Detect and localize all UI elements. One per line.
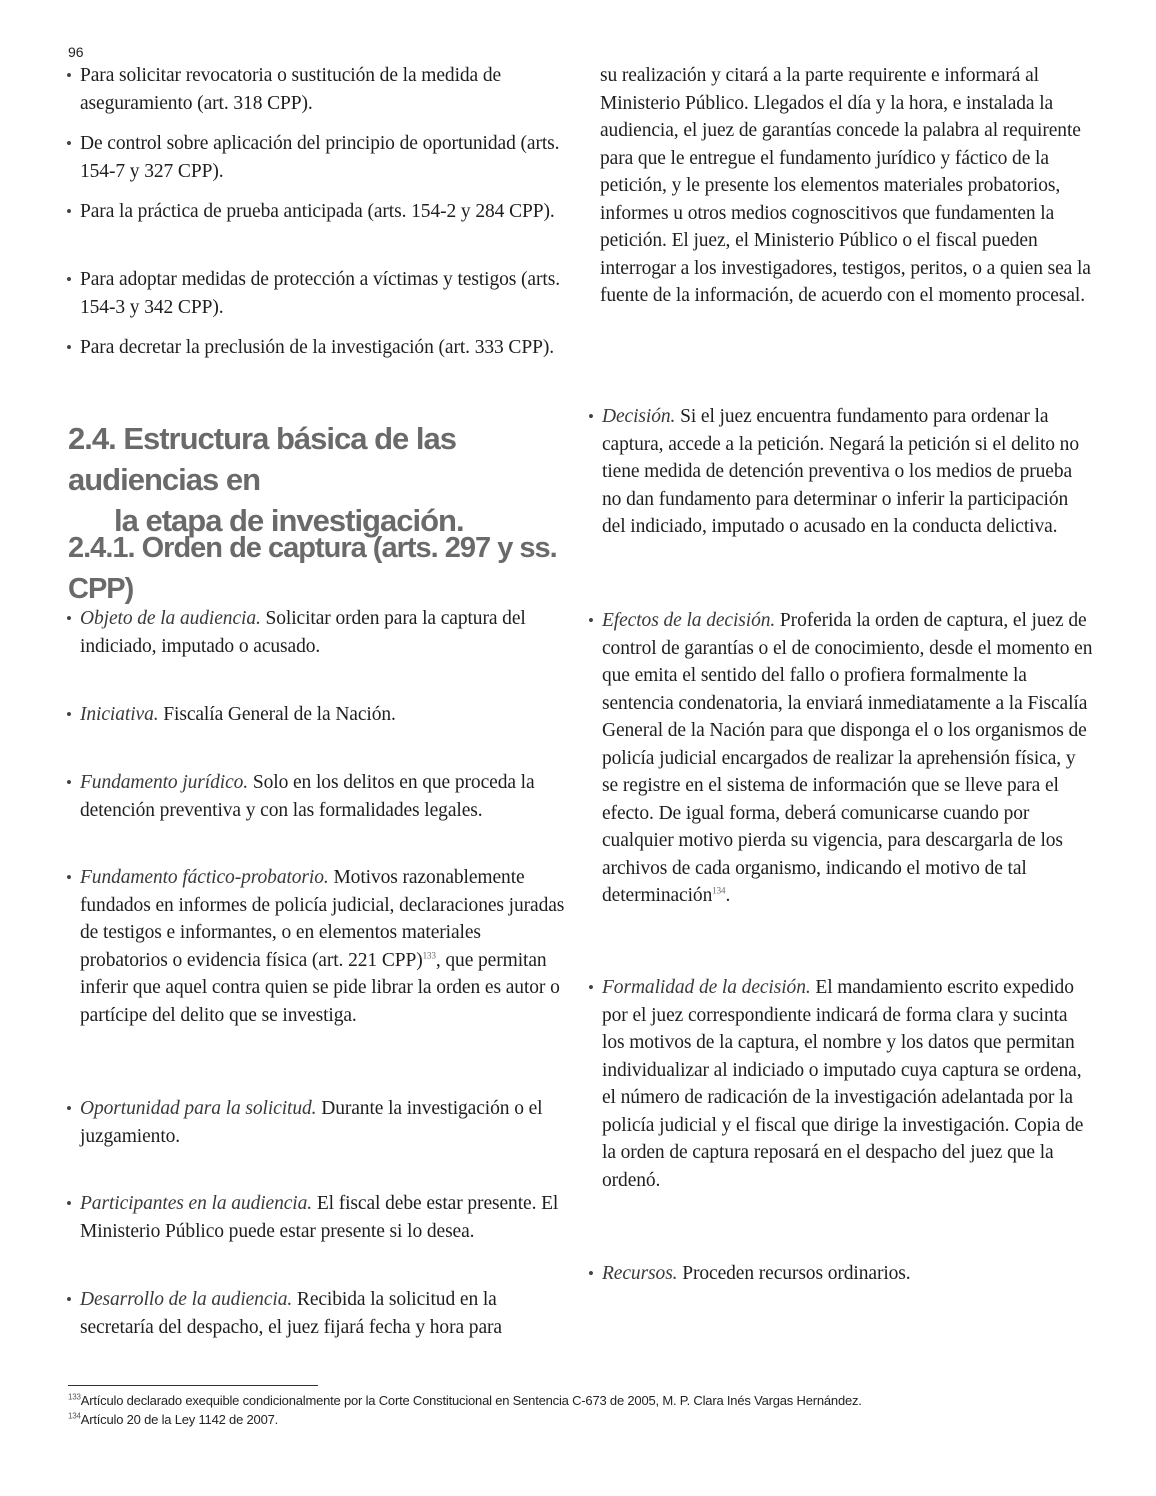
bullet-icon: • xyxy=(66,1194,72,1213)
bullet-icon: • xyxy=(66,66,72,85)
footnote-text: Artículo declarado exequible condicionalmente por la Corte Constitucional en Sentencia C-673 de 2005, M. P. Clara Inés Vargas Hernández. xyxy=(80,1393,862,1408)
list-item-text: Para solicitar revocatoria o sustitución de la medida de aseguramiento (art. 318 CPP). xyxy=(80,65,502,114)
footnote xyxy=(68,1410,1088,1429)
continuation-text: su realización y citará a la parte requirente e informará al Ministerio Público. Llegados el día y la hora, e instalada la audiencia, el juez de garantías concede la palabra al requirente para que le entregue el fundamento jurídico y fáctico de la petición, y le presente los elementos materiales probatorios, informes u otros medios cognoscitivos que fundamenten la petición. El juez, el Ministerio Público o el fiscal pueden interrogar a los investigadores, testigos, peritos, o a quien sea la fuente de la información, de acuerdo con el momento procesal. xyxy=(600,65,1091,306)
bullet-icon: • xyxy=(66,338,72,357)
item-label: Efectos de la decisión. xyxy=(602,610,776,631)
list-item xyxy=(66,1286,571,1341)
list-item xyxy=(66,130,571,185)
item-text: Proceden recursos ordinarios. xyxy=(677,1263,911,1284)
page-number: 96 xyxy=(68,44,84,60)
list-item-continuation xyxy=(588,62,1093,310)
section-heading-line: la etapa de investigación. xyxy=(114,503,464,538)
item-label: Decisión. xyxy=(602,406,676,427)
bullet-icon: • xyxy=(66,270,72,289)
footnote-number: 133 xyxy=(68,1392,81,1402)
item-text: Motivos razonablemente fundados en informes de policía judicial, declaraciones juradas de testigos e informantes, o en elementos materiales probatorios o evidencia física (art. 221 CPP) xyxy=(80,867,565,971)
list-item xyxy=(66,266,571,321)
list-item xyxy=(66,198,571,226)
item-label: Formalidad de la decisión. xyxy=(602,977,811,998)
footnote-ref-134[interactable]: 134 xyxy=(712,885,726,896)
item-label: Fundamento fáctico-probatorio. xyxy=(80,867,329,888)
bullet-icon: • xyxy=(66,202,72,221)
bullet-icon: • xyxy=(588,978,594,997)
footnote-number: 134 xyxy=(68,1411,81,1421)
item-label: Oportunidad para la solicitud. xyxy=(80,1098,317,1119)
item-label: Recursos. xyxy=(602,1263,678,1284)
list-item xyxy=(66,62,571,117)
bullet-icon: • xyxy=(66,134,72,153)
list-item-text: Para decretar la preclusión de la investigación (art. 333 CPP). xyxy=(80,337,555,358)
footnote-text: Artículo 20 de la Ley 1142 de 2007. xyxy=(80,1412,279,1427)
item-label: Objeto de la audiencia. xyxy=(80,608,261,629)
item-label: Fundamento jurídico. xyxy=(80,772,249,793)
bullet-icon: • xyxy=(588,1264,594,1283)
section-heading-2-4-1: 2.4.1. Orden de captura (arts. 297 y ss. CPP) xyxy=(68,532,557,605)
list-item xyxy=(66,864,571,1029)
list-item xyxy=(588,607,1093,910)
bullet-icon: • xyxy=(66,1290,72,1309)
footnotes xyxy=(68,1391,1088,1429)
bullet-icon: • xyxy=(66,609,72,628)
item-text: Proferida la orden de captura, el juez de control de garantías o el de conocimiento, desde el momento en que emita el sentido del fallo o profiera formalmente la sentencia condenatoria, la enviará inmediatamente a la Fiscalía General de la Nación para que disponga el o los organismos de policía judicial encargados de realizar la aprehensión física, y se registre en el sistema de información que se lleve para el efecto. De igual forma, deberá comunicarse cuando por cualquier motivo pierda su vigencia, para descargarla de los archivos de cada organismo, indicando el motivo de tal determinación xyxy=(602,610,1093,906)
item-text: Recibida la solicitud en la secretaría del despacho, el juez fijará fecha y hora para xyxy=(80,1289,502,1338)
item-text: Solo en los delitos en que proceda la detención preventiva y con las formalidades legales. xyxy=(80,772,535,821)
bullet-icon: • xyxy=(66,773,72,792)
item-text-after: , que permitan inferir que aquel contra quien se pide librar la orden es autor o partícipe del delito que se investiga. xyxy=(80,949,560,1026)
item-text: Fiscalía General de la Nación. xyxy=(158,704,396,725)
list-item xyxy=(66,334,571,362)
item-text: El mandamiento escrito expedido por el juez correspondiente indicará de forma clara y sucinta los motivos de la captura, el nombre y los datos que permitan individualizar al indiciado o imputado cuya captura se ordena, el número de radicación de la investigación adelantada por la policía judicial y el fiscal que dirige la investigación. Copia de la orden de captura reposará en el despacho del juez que la ordenó. xyxy=(602,977,1084,1191)
list-item xyxy=(66,769,571,824)
item-text: Durante la investigación o el juzgamiento. xyxy=(80,1098,543,1147)
bullet-icon: • xyxy=(66,1099,72,1118)
bullet-icon: • xyxy=(66,868,72,887)
item-text: El fiscal debe estar presente. El Ministerio Público puede estar presente si lo desea. xyxy=(80,1193,559,1242)
footnote-divider xyxy=(68,1385,318,1386)
list-item-text: Para la práctica de prueba anticipada (arts. 154-2 y 284 CPP). xyxy=(80,201,555,222)
item-text: Si el juez encuentra fundamento para ordenar la captura, accede a la petición. Negará la petición si el delito no tiene medida de detención preventiva o los medios de prueba no dan fundamento para determinar o inferir la participación del indiciado, imputado o acusado en la conducta delictiva. xyxy=(602,406,1079,537)
list-item xyxy=(66,701,571,729)
footnote-ref-133[interactable]: 133 xyxy=(422,950,436,960)
section-heading-line: 2.4. Estructura básica de las audiencias en xyxy=(68,421,456,497)
list-item-text: Para adoptar medidas de protección a víctimas y testigos (arts. 154-3 y 342 CPP). xyxy=(80,269,560,318)
bullet-icon: • xyxy=(66,705,72,724)
bullet-icon: • xyxy=(588,611,594,630)
item-label: Iniciativa. xyxy=(80,704,159,725)
list-item xyxy=(588,403,1093,541)
list-item xyxy=(588,974,1093,1194)
list-item xyxy=(588,1260,1093,1288)
item-label: Participantes en la audiencia. xyxy=(80,1193,313,1214)
list-item xyxy=(66,1095,571,1150)
item-text: Solicitar orden para la captura del indiciado, imputado o acusado. xyxy=(80,608,526,657)
item-label: Desarrollo de la audiencia. xyxy=(80,1289,293,1310)
bullet-icon: • xyxy=(588,407,594,426)
section-heading-2-4 xyxy=(68,418,568,541)
footnote xyxy=(68,1391,1088,1410)
list-item xyxy=(66,605,571,660)
list-item xyxy=(66,1190,571,1245)
item-text-after: . xyxy=(725,885,731,906)
list-item-text: De control sobre aplicación del principio de oportunidad (arts. 154-7 y 327 CPP). xyxy=(80,133,560,182)
